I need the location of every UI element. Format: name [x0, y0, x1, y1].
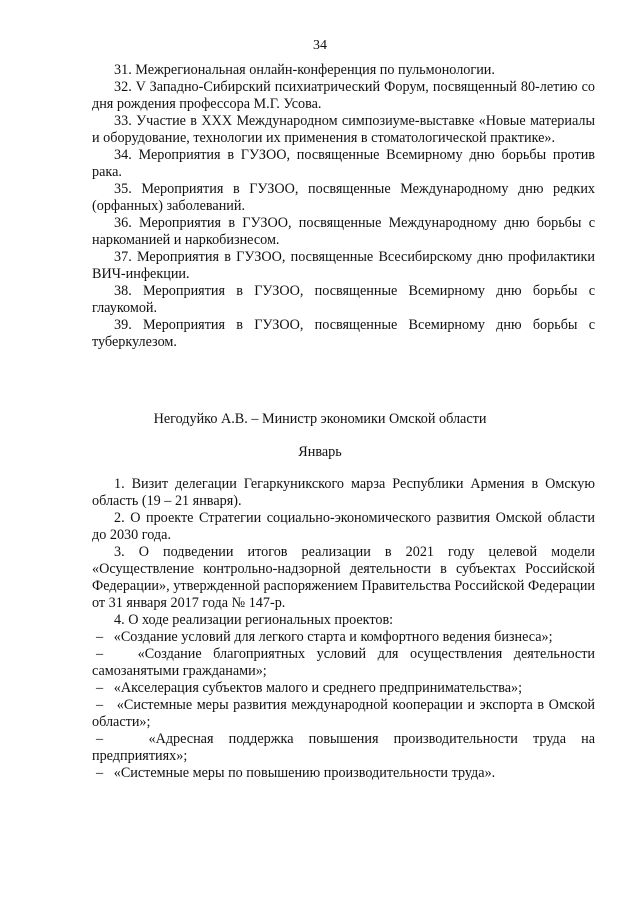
project-item: – «Системные меры по повышению производительности труда». [96, 765, 496, 781]
list-item: 2. О проекте Стратегии социально-экономического развития Омской области до 2030 года. [92, 510, 596, 543]
project-item: – «Системные меры развития международной кооперации и экспорта в Омской области»; [92, 697, 596, 730]
list-item: 1. Визит делегации Гегаркуникского марза Республики Армения в Омскую область (19 – 21 января). [92, 476, 595, 509]
event-list-economy [92, 476, 595, 782]
list-item: 33. Участие в XXX Международном симпозиуме-выставке «Новые материалы и оборудование, технологии их применения в стоматологической практике». [92, 113, 595, 146]
list-item: 34. Мероприятия в ГУЗОО, посвященные Всемирному дню борьбы против рака. [92, 147, 595, 180]
list-item: 4. О ходе реализации региональных проектов: [114, 612, 394, 628]
list-item: 39. Мероприятия в ГУЗОО, посвященные Всемирному дню борьбы с туберкулезом. [92, 317, 595, 350]
list-item: 35. Мероприятия в ГУЗОО, посвященные Международному дню редких (орфанных) заболеваний. [92, 181, 595, 214]
list-item: 3. О подведении итогов реализации в 2021 году целевой модели «Осуществление контрольно-надзорной деятельности в субъектах Российской Федерации», утвержденной распоряжением Правительства Российской Федерации от 31 января 2017 года № 147-р. [92, 544, 596, 611]
list-item: 32. V Западно-Сибирский психиатрический Форум, посвященный 80-летию со дня рождения профессора М.Г. Усова. [92, 79, 596, 112]
list-item: 31. Межрегиональная онлайн-конференция по пульмонологии. [114, 62, 495, 78]
month-heading: Январь [298, 444, 342, 460]
section-heading-author: Негодуйко А.В. – Министр экономики Омской области [153, 411, 487, 427]
list-item: 36. Мероприятия в ГУЗОО, посвященные Международному дню борьбы с наркоманией и наркобизнесом. [92, 215, 596, 248]
project-item: – «Акселерация субъектов малого и среднего предпринимательства»; [96, 680, 523, 696]
list-item: 38. Мероприятия в ГУЗОО, посвященные Всемирному дню борьбы с глаукомой. [92, 283, 595, 316]
event-list-health [92, 62, 595, 351]
project-item: – «Создание условий для легкого старта и комфортного ведения бизнеса»; [96, 629, 553, 645]
page-number: 34 [313, 38, 327, 53]
project-item: – «Адресная поддержка повышения производительности труда на предприятиях»; [92, 731, 596, 764]
project-item: – «Создание благоприятных условий для осуществления деятельности самозанятыми гражданами»; [92, 646, 595, 679]
list-item: 37. Мероприятия в ГУЗОО, посвященные Всесибирскому дню профилактики ВИЧ-инфекции. [92, 249, 595, 282]
